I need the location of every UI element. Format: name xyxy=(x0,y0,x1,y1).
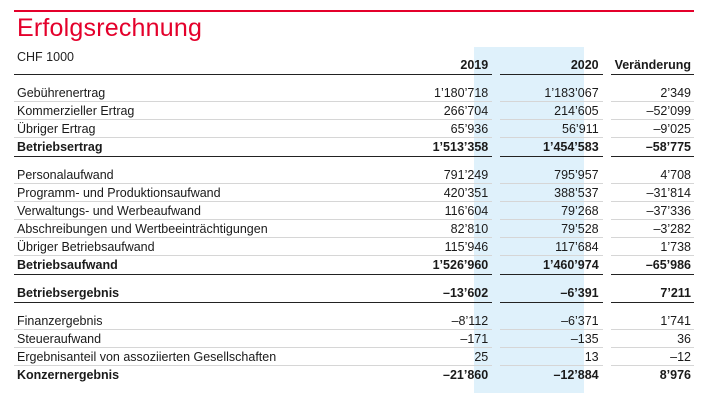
value-2020: –6’371 xyxy=(500,312,603,330)
value-change: –9’025 xyxy=(653,121,691,136)
value-2020: 388’537 xyxy=(500,184,603,202)
value-2020: –12’884 xyxy=(500,366,603,385)
table-row xyxy=(14,166,694,184)
section-spacer xyxy=(14,157,694,167)
row-label: Betriebsaufwand xyxy=(14,256,390,275)
value-change: 1’738 xyxy=(660,239,691,254)
total-row xyxy=(14,256,694,275)
table-row xyxy=(14,220,694,238)
value-2020: 56’911 xyxy=(562,121,599,136)
value-change: –31’814 xyxy=(611,184,694,202)
value-change: 8’976 xyxy=(611,366,694,385)
value-2019: –21’860 xyxy=(390,366,493,385)
row-label: Abschreibungen und Wertbeeinträchtigungen xyxy=(14,220,390,238)
row-label: Personalaufwand xyxy=(14,166,390,184)
header-2019: 2019 xyxy=(390,56,493,75)
value-2019: 1’526’960 xyxy=(390,256,493,275)
title-rule xyxy=(14,10,694,12)
value-change: 1’741 xyxy=(611,312,694,330)
value-2020: –135 xyxy=(500,330,603,348)
table-row xyxy=(14,348,694,366)
header-change: Veränderung xyxy=(611,56,694,75)
value-2019: 116’604 xyxy=(390,202,493,220)
table-row xyxy=(14,330,694,348)
value-2020: 1’183’067 xyxy=(500,84,603,102)
value-2019: 266’704 xyxy=(390,102,493,120)
value-change: 36 xyxy=(611,330,694,348)
value-2020: 13 xyxy=(584,349,599,364)
value-2019: 82’810 xyxy=(390,220,493,238)
table-row xyxy=(14,184,694,202)
value-change: 4’708 xyxy=(611,166,694,184)
section-spacer xyxy=(14,303,694,313)
value-2019: 420’351 xyxy=(390,184,493,202)
value-2019: –171 xyxy=(390,330,493,348)
value-change: –3’282 xyxy=(611,220,694,238)
table-row xyxy=(14,238,694,256)
header-label-cell xyxy=(14,56,390,75)
value-2020: 1’460’974 xyxy=(500,256,603,275)
table-row xyxy=(14,102,694,120)
table-header-row xyxy=(14,56,694,75)
value-2020: 79’528 xyxy=(500,220,603,238)
value-change: –37’336 xyxy=(611,202,694,220)
value-2019: 25 xyxy=(474,349,489,364)
value-2019: 1’180’718 xyxy=(390,84,493,102)
value-2019: 791’249 xyxy=(390,166,493,184)
section-spacer xyxy=(14,275,694,285)
page-title: Erfolgsrechnung xyxy=(17,14,203,42)
row-label: Kommerzieller Ertrag xyxy=(14,102,390,120)
row-label: Ergebnisanteil von assoziierten Gesellschaften xyxy=(17,349,277,364)
row-label: Steueraufwand xyxy=(14,330,390,348)
currency-unit: CHF 1000 xyxy=(17,50,74,64)
row-label: Betriebsertrag xyxy=(14,138,390,157)
row-label: Gebührenertrag xyxy=(14,84,390,102)
header-2020: 2020 xyxy=(500,56,603,75)
total-row xyxy=(14,138,694,157)
value-change: 2’349 xyxy=(611,84,694,102)
table-row xyxy=(14,120,694,138)
value-2020: 79’268 xyxy=(500,202,603,220)
row-label: Programm- und Produktionsaufwand xyxy=(14,184,390,202)
income-statement-table xyxy=(14,56,694,384)
value-change: –52’099 xyxy=(611,102,694,120)
value-change: –65’986 xyxy=(611,256,694,275)
row-label: Übriger Betriebsaufwand xyxy=(17,239,155,254)
table-row xyxy=(14,202,694,220)
row-label: Finanzergebnis xyxy=(14,312,390,330)
row-label: Betriebsergebnis xyxy=(14,284,390,303)
value-2019: –8’112 xyxy=(390,312,493,330)
row-label: Konzernergebnis xyxy=(14,366,390,385)
value-change: 7’211 xyxy=(611,284,694,303)
value-2020: 795’957 xyxy=(500,166,603,184)
value-2020: 1’454’583 xyxy=(500,138,603,157)
value-2020: 214’605 xyxy=(500,102,603,120)
value-2019: –13’602 xyxy=(390,284,493,303)
value-2019: 1’513’358 xyxy=(390,138,493,157)
value-2020: 117’684 xyxy=(555,239,599,254)
value-change: –12 xyxy=(670,349,691,364)
row-label: Verwaltungs- und Werbeaufwand xyxy=(14,202,390,220)
total-row xyxy=(14,366,694,385)
section-spacer xyxy=(14,75,694,85)
total-row xyxy=(14,284,694,303)
table-row xyxy=(14,84,694,102)
value-2020: –6’391 xyxy=(500,284,603,303)
value-2019: 65’936 xyxy=(450,121,489,136)
value-2019: 115’946 xyxy=(444,239,489,254)
value-change: –58’775 xyxy=(611,138,694,157)
table-row xyxy=(14,312,694,330)
row-label: Übriger Ertrag xyxy=(17,121,96,136)
